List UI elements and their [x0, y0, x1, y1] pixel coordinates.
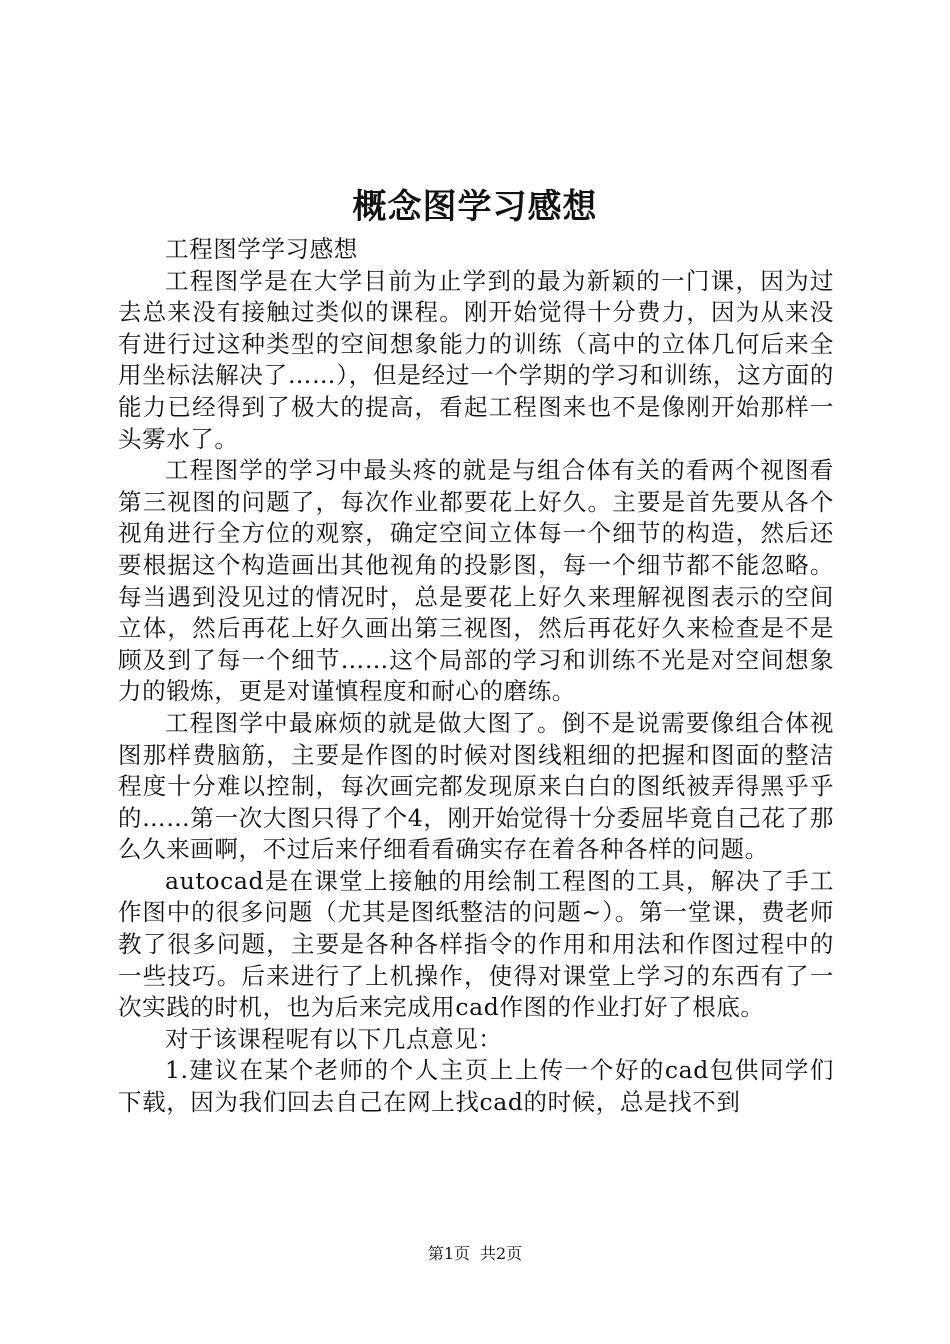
page-total: 共2页	[480, 1244, 523, 1263]
paragraph: 工程图学中最麻烦的就是做大图了。倒不是说需要像组合体视图那样费脑筋，主要是作图的时候对图线粗细的把握和图面的整洁程度十分难以控制，每次画完都发现原来白白的图纸被弄得黑乎乎的……第一次大图只得了个4，刚开始觉得十分委屈毕竟自己花了那么久来画啊，不过后来仔细看看确实存在着各种各样的问题。	[118, 708, 834, 864]
document-title: 概念图学习感想	[352, 187, 598, 227]
paragraph-subtitle: 工程图学学习感想	[165, 235, 358, 263]
document-body	[118, 234, 834, 1119]
paragraph: 工程图学是在大学目前为止学到的最为新颖的一门课，因为过去总来没有接触过类似的课程。刚开始觉得十分费力，因为从来没有进行过这种类型的空间想象能力的训练（高中的立体几何后来全用坐标法解决了……），但是经过一个学期的学习和训练，这方面的能力已经得到了极大的提高，看起工程图来也不是像刚开始那样一头雾水了。	[118, 266, 834, 453]
paragraph: 工程图学的学习中最头疼的就是与组合体有关的看两个视图看第三视图的问题了，每次作业都要花上好久。主要是首先要从各个视角进行全方位的观察，确定空间立体每一个细节的构造，然后还要根据这个构造画出其他视角的投影图，每一个细节都不能忽略。每当遇到没见过的情况时，总是要花上好久来理解视图表示的空间立体，然后再花上好久画出第三视图，然后再花好久来检查是不是顾及到了每一个细节……这个局部的学习和训练不光是对空间想象力的锻炼，更是对谨慎程度和耐心的磨练。	[118, 456, 834, 706]
paragraph: 1.建议在某个老师的个人主页上上传一个好的cad包供同学们下载，因为我们回去自己在网上找cad的时候，总是找不到	[118, 1056, 834, 1117]
page-number: 第1页	[427, 1244, 470, 1263]
page-footer	[0, 1243, 950, 1265]
paragraph: 对于该课程呢有以下几点意见：	[165, 1024, 503, 1053]
paragraph: autocad是在课堂上接触的用绘制工程图的工具，解决了手工作图中的很多问题（尤其是图纸整洁的问题~）。第一堂课，费老师教了很多问题，主要是各种各样指令的作用和用法和作图过程中的一些技巧。后来进行了上机操作，使得对课堂上学习的东西有了一次实践的时机，也为后来完成用cad作图的作业打好了根底。	[118, 866, 834, 1022]
